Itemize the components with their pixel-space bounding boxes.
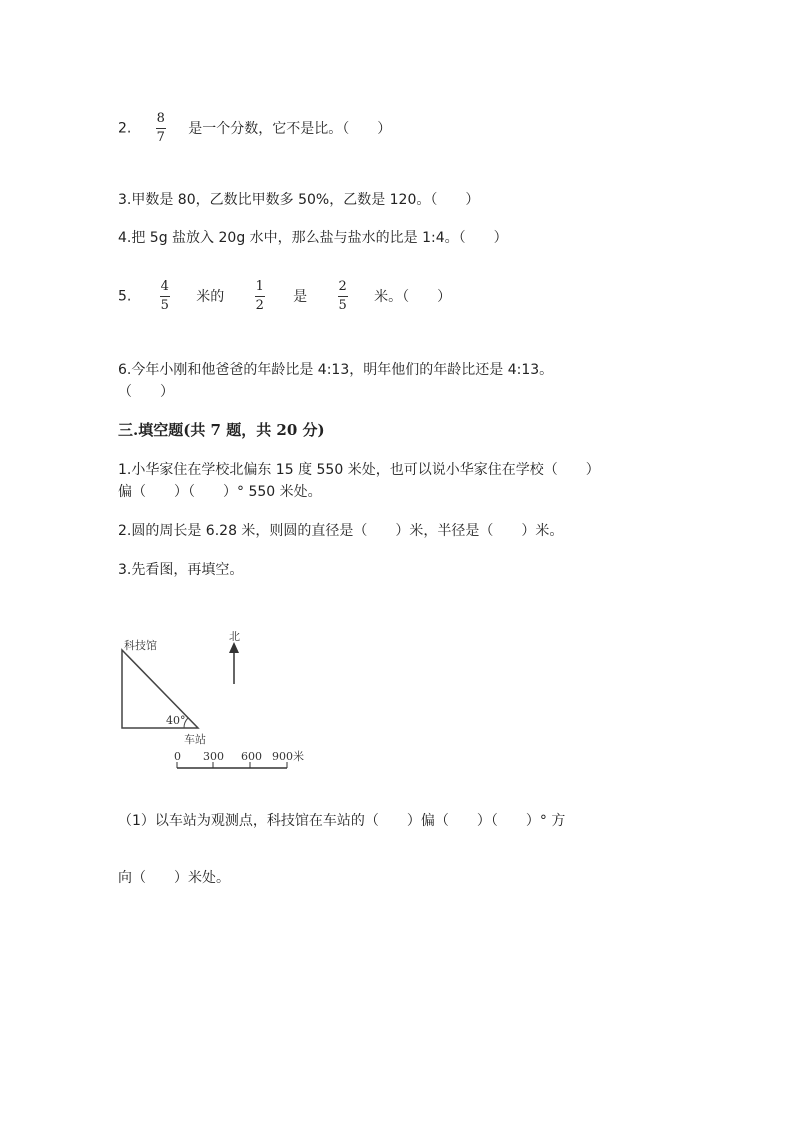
- scale-label-300: 300: [203, 750, 224, 763]
- north-arrow-icon: [229, 642, 239, 653]
- judge-q4: 4.把 5g 盐放入 20g 水中，那么盐与盐水的比是 1:4。（ ）: [118, 230, 508, 246]
- judge-q5-number: 5.: [118, 288, 132, 305]
- judge-q3: 3.甲数是 80，乙数比甲数多 50%，乙数是 120。（ ）: [118, 192, 480, 208]
- angle-label: 40°: [166, 714, 186, 727]
- scale-label-900: 900米: [272, 750, 304, 763]
- fill-q1-line2: 偏（ ）（ ）° 550 米处。: [118, 484, 322, 500]
- judge-q6-line2: （ ）: [118, 384, 174, 400]
- judge-q2-number: 2.: [118, 120, 132, 137]
- fraction-4-5: $\frac{4}{5}$: [160, 279, 169, 313]
- judge-q5: [118, 280, 451, 313]
- judge-q5-text1: 米的: [196, 288, 225, 305]
- station-label: 车站: [184, 733, 206, 746]
- fill-q2: 2.圆的周长是 6.28 米，则圆的直径是（ ）米，半径是（ ）米。: [118, 523, 564, 539]
- fraction-1-2: $\frac{1}{2}$: [255, 279, 264, 313]
- fill-sub1-line1: （1）以车站为观测点，科技馆在车站的（ ）偏（ ）（ ）° 方: [118, 813, 566, 829]
- fill-sub1-line2: 向（ ）米处。: [118, 870, 230, 886]
- north-label: 北: [229, 630, 240, 643]
- museum-label: 科技馆: [124, 639, 157, 652]
- fraction-8-7: $\frac{8}{7}$: [156, 111, 165, 145]
- judge-q5-text2: 是: [293, 288, 308, 305]
- direction-figure: [110, 622, 320, 782]
- fill-q1-line1: 1.小华家住在学校北偏东 15 度 550 米处，也可以说小华家住在学校（ ）: [118, 462, 600, 478]
- fill-q3: 3.先看图，再填空。: [118, 562, 244, 578]
- scale-label-0: 0: [174, 750, 181, 763]
- scale-label-600: 600: [241, 750, 262, 763]
- fraction-2-5: $\frac{2}{5}$: [338, 279, 347, 313]
- judge-q2-text: 是一个分数，它不是比。（ ）: [188, 120, 392, 137]
- triangle-shape: [122, 650, 198, 728]
- judge-q2: [118, 112, 391, 145]
- judge-q6-line1: 6.今年小刚和他爸爸的年龄比是 4:13，明年他们的年龄比还是 4:13。: [118, 362, 554, 378]
- judge-q5-text3: 米。（ ）: [374, 288, 452, 305]
- fill-section-heading: 三.填空题(共 7 题，共 20 分): [118, 421, 325, 439]
